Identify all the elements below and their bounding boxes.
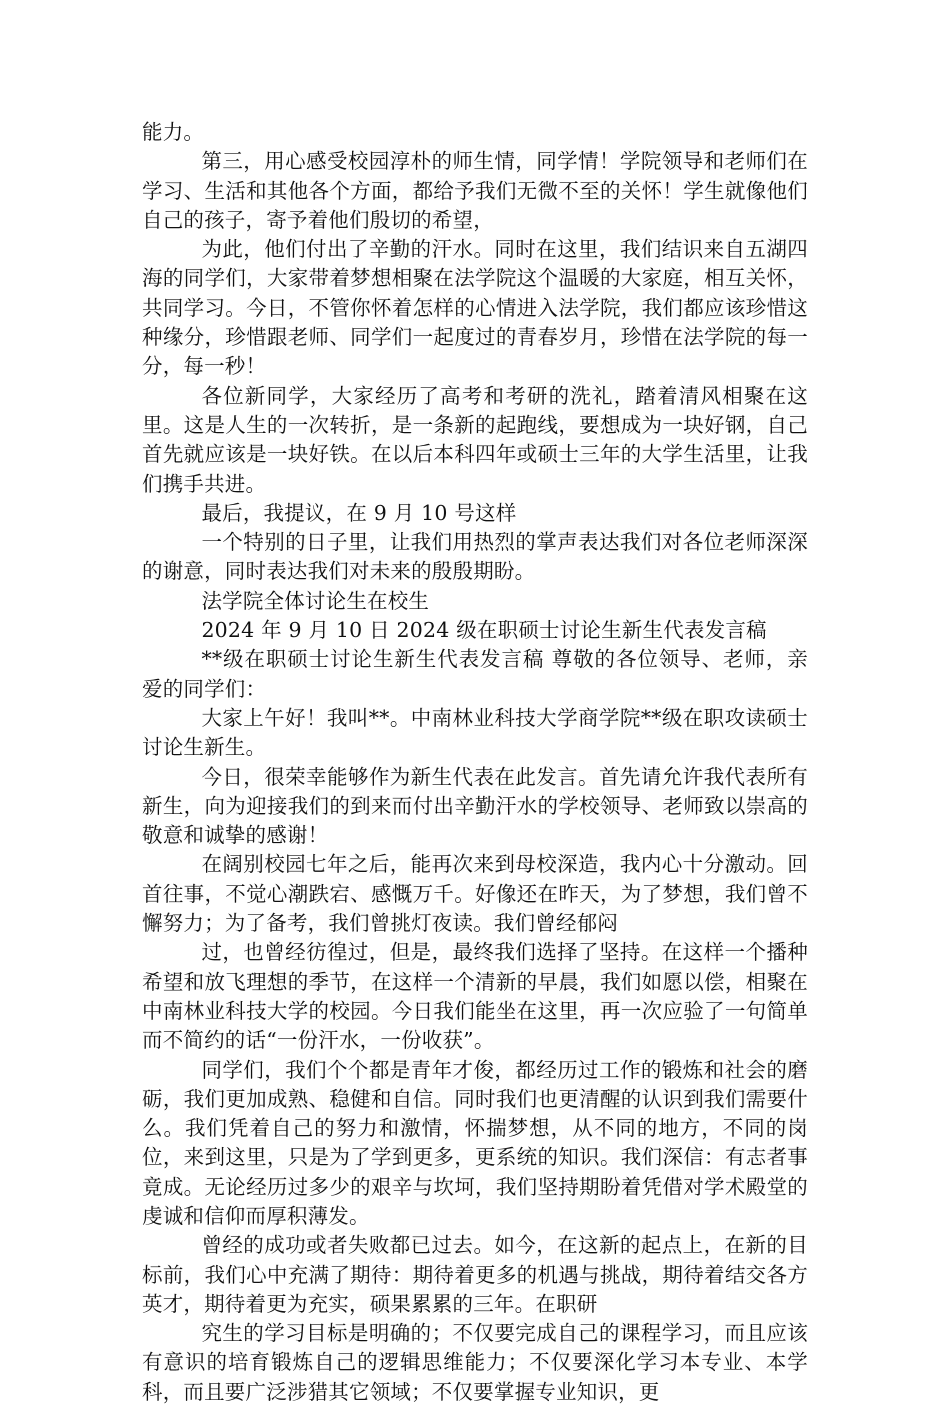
paragraph: 大家上午好！我叫**。中南林业科技大学商学院**级在职攻读硕士讨论生新生。	[142, 705, 808, 760]
paragraph: 究生的学习目标是明确的；不仅要完成自己的课程学习，而且应该有意识的培育锻炼自己的逻辑思维能力；不仅要深化学习本专业、本学科，而且要广泛涉猎其它领域；不仅要掌握专业知识，更	[142, 1321, 808, 1404]
paragraph: 今日，很荣幸能够作为新生代表在此发言。首先请允许我代表所有新生，向为迎接我们的到来而付出辛勤汗水的学校领导、老师致以崇高的敬意和诚挚的感谢！	[142, 764, 808, 848]
paragraph: 为此，他们付出了辛勤的汗水。同时在这里，我们结识来自五湖四海的同学们，大家带着梦想相聚在法学院这个温暖的大家庭，相互关怀，共同学习。今日，不管你怀着怎样的心情进入法学院，我们都应该珍惜这种缘分，珍惜跟老师、同学们一起度过的青春岁月，珍惜在法学院的每一分，每一秒！	[142, 237, 808, 379]
paragraph: 第三，用心感受校园淳朴的师生情，同学情！学院领导和老师们在学习、生活和其他各个方面，都给予我们无微不至的关怀！学生就像他们自己的孩子，寄予着他们殷切的希望，	[142, 149, 808, 232]
paragraph: 最后，我提议，在 9 月 10 号这样	[201, 500, 517, 525]
paragraph: 2024 年 9 月 10 日 2024 级在职硕士讨论生新生代表发言稿	[201, 618, 767, 643]
paragraph: 曾经的成功或者失败都已过去。如今，在这新的起点上，在新的目标前，我们心中充满了期待：期待着更多的机遇与挑战，期待着结交各方英才，期待着更为充实，硕果累累的三年。在职研	[142, 1233, 808, 1316]
paragraph: 在阔别校园七年之后，能再次来到母校深造，我内心十分激动。回首往事，不觉心潮跌宕、感慨万千。好像还在昨天，为了梦想，我们曾不懈努力；为了备考，我们曾挑灯夜读。我们曾经郁闷	[142, 852, 808, 936]
document-body	[142, 118, 808, 1407]
paragraph: **级在职硕士讨论生新生代表发言稿 尊敬的各位领导、老师，亲爱的同学们：	[142, 647, 808, 701]
paragraph: 法学院全体讨论生在校生	[201, 588, 430, 613]
paragraph: 一个特别的日子里，让我们用热烈的掌声表达我们对各位老师深深的谢意，同时表达我们对未来的殷殷期盼。	[142, 530, 808, 584]
paragraph: 同学们，我们个个都是青年才俊，都经历过工作的锻炼和社会的磨砺，我们更加成熟、稳健和自信。同时我们也更清醒的认识到我们需要什么。我们凭着自己的努力和激情，怀揣梦想，从不同的地方，不同的岗位，来到这里，只是为了学到更多，更系统的知识。我们深信：有志者事竟成。无论经历过多少的艰辛与坎坷，我们坚持期盼着凭借对学术殿堂的虔诚和信仰而厚积薄发。	[142, 1057, 808, 1228]
paragraph: 过，也曾经彷徨过，但是，最终我们选择了坚持。在这样一个播种希望和放飞理想的季节，在这样一个清新的早晨，我们如愿以偿，相聚在中南林业科技大学的校园。今日我们能坐在这里，再一次应验了一句简单而不简约的话“一份汗水，一份收获”。	[142, 940, 808, 1053]
paragraph: 能力。	[142, 120, 205, 144]
paragraph: 各位新同学，大家经历了高考和考研的洗礼，踏着清风相聚在这里。这是人生的一次转折，是一条新的起跑线，要想成为一块好钢，自己首先就应该是一块好铁。在以后本科四年或硕士三年的大学生活里，让我们携手共进。	[142, 383, 808, 496]
